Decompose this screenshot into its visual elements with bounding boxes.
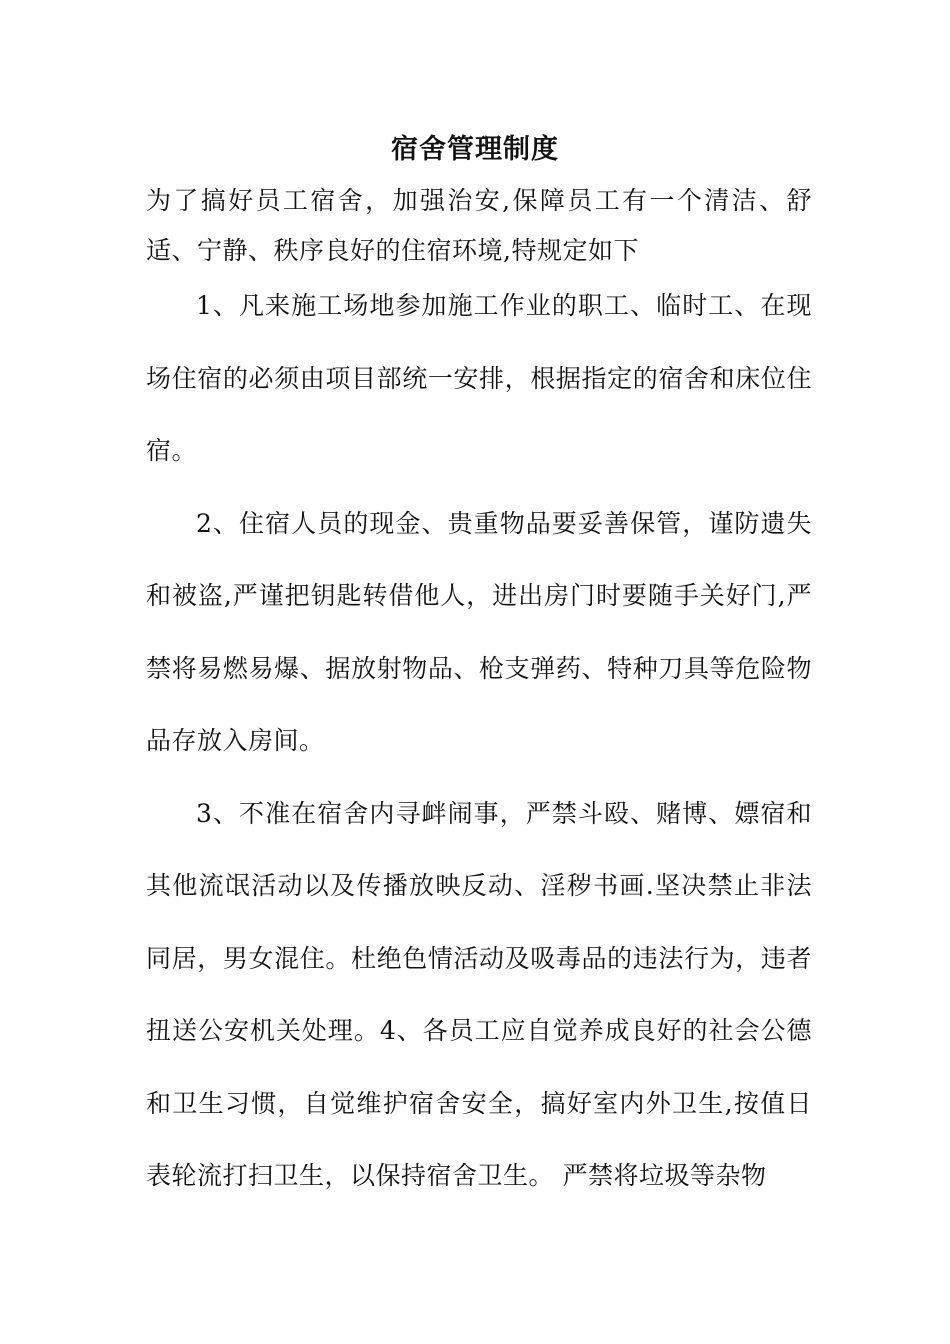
document-body	[146, 270, 812, 1213]
intro-paragraph: 为了搞好员工宿舍，加强治安,保障员工有一个清洁、舒适、宁静、秩序良好的住宿环境,特规定如下	[146, 186, 812, 265]
rule-paragraph-1: 1、凡来施工场地参加施工作业的职工、临时工、在现场住宿的必须由项目部统一安排，根据指定的宿舍和床位住宿。	[146, 291, 812, 465]
document-title: 宿舍管理制度	[391, 134, 559, 165]
rule-paragraph-2: 2、住宿人员的现金、贵重物品要妥善保管，谨防遗失和被盗,严谨把钥匙转借他人，进出房门时要随手关好门,严禁将易燃易爆、据放射物品、枪支弹药、特种刀具等危险物品存放入房间。	[146, 508, 812, 755]
rule-paragraph-3: 3、不准在宿舍内寻衅闹事，严禁斗殴、赌博、嫖宿和其他流氓活动以及传播放映反动、淫秽书画.坚决禁止非法同居，男女混住。杜绝色情活动及吸毒品的违法行为，违者扭送公安机关处理。4、各员工应自觉养成良好的社会公德和卫生习惯，自觉维护宿舍安全，搞好室内外卫生,按值日表轮流打扫卫生，以保持宿舍卫生。 严禁将垃圾等杂物	[146, 798, 812, 1190]
